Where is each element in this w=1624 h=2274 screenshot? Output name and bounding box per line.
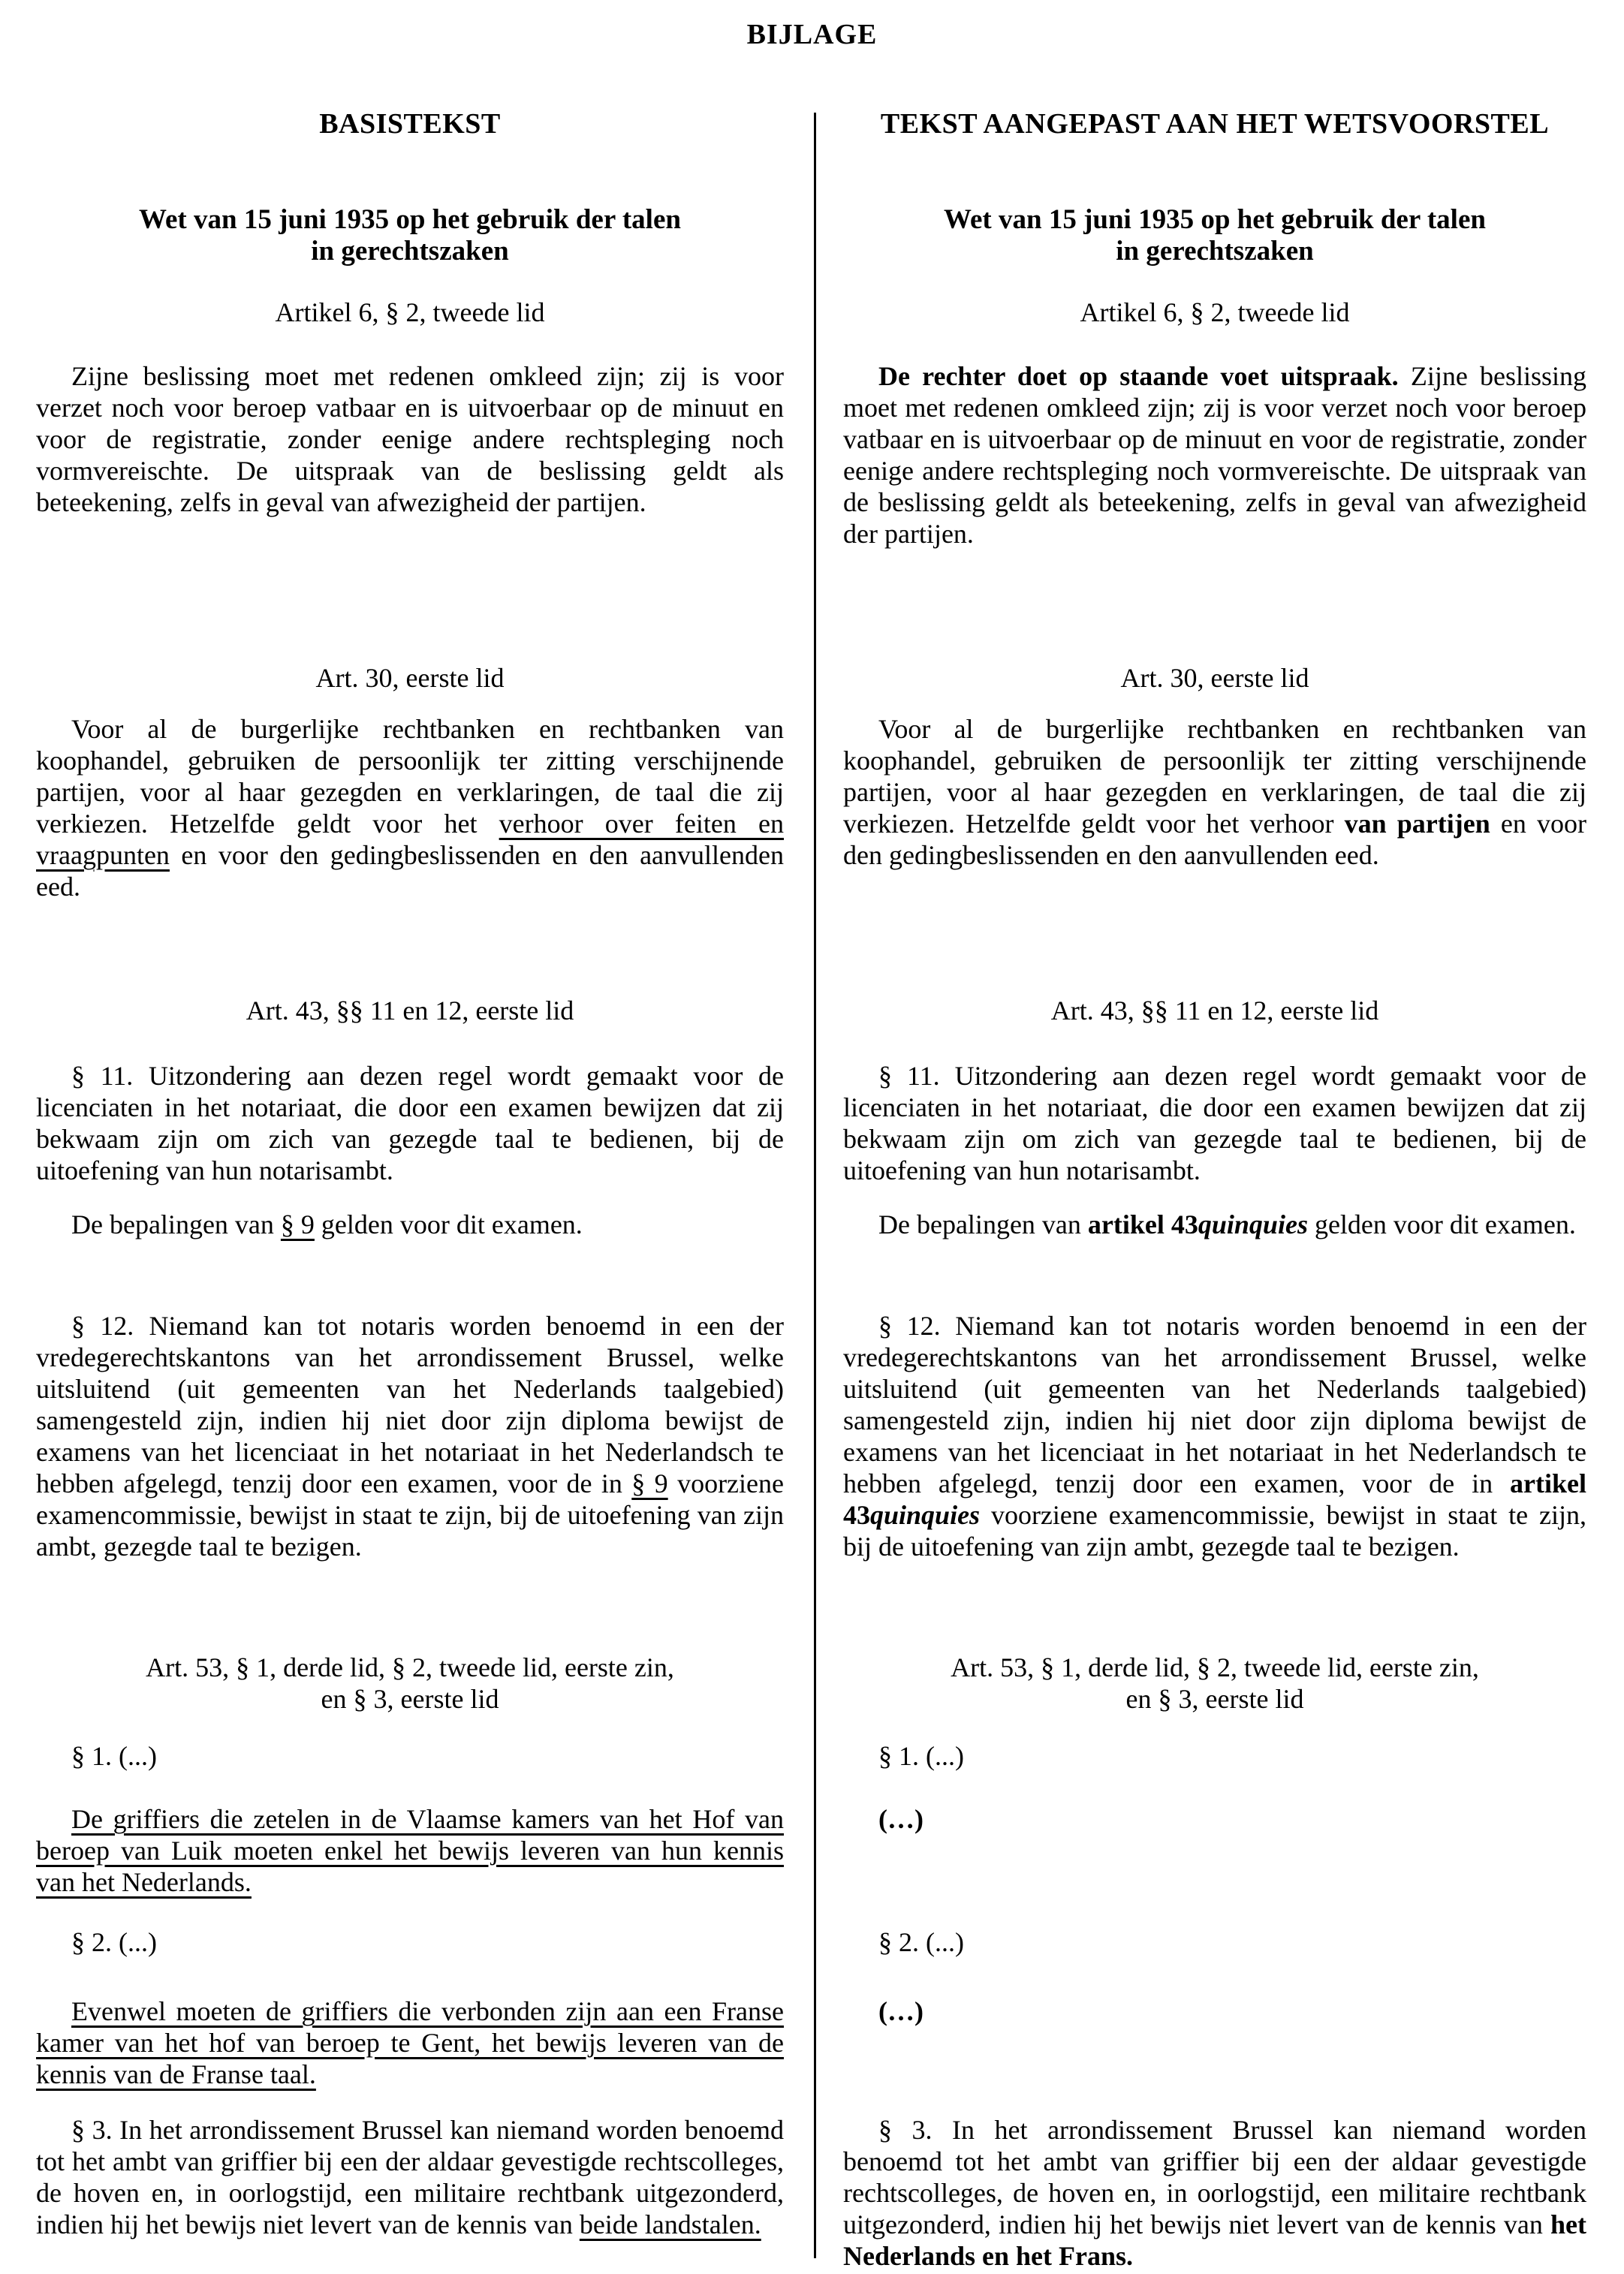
article43-bepalingen-right [843, 1209, 1586, 1240]
article43-par12-right [843, 1310, 1586, 1562]
article30-right-bold-passage: van partijen [1344, 809, 1490, 839]
par12-right-bold-italic-ref: quinquies [870, 1500, 981, 1530]
article53-omitted-text-marker-2: (…) [878, 1996, 923, 2026]
par12-right-bold-ref: artikel 43 [843, 1468, 1586, 1530]
bepalingen-right-post: gelden voor dit examen. [1307, 1209, 1576, 1239]
bepalingen-left-underlined-ref: § 9 [280, 1209, 315, 1239]
article53-par1-label-right: § 1. (...) [878, 1741, 964, 1771]
article30-right-pre: Voor al de burgerlijke rechtbanken en rechtbanken van koophandel, gebruiken de persoonlijk ter zitting verschijnende partijen, voor al haar gezegden en verklaringen, de taal die zij verkiezen. Hetzelfde geldt voor het verhoor [843, 714, 1586, 839]
article30-heading-right: Art. 30, eerste lid [1120, 663, 1309, 693]
article43-heading-right: Art. 43, §§ 11 en 12, eerste lid [1050, 995, 1379, 1026]
article43-heading-left: Art. 43, §§ 11 en 12, eerste lid [246, 995, 574, 1026]
bepalingen-right-bold-italic-ref: quinquies [1198, 1209, 1308, 1239]
article30-paragraph-left [36, 713, 784, 902]
article53-par2-left-underlined: Evenwel moeten de griffiers die verbonden zijn aan een Franse kamer van het hof van beroep te Gent, het bewijs leveren van de kennis van de Franse taal. [36, 1996, 784, 2089]
bepalingen-left-pre: De bepalingen van [71, 1209, 281, 1239]
left-column-header: BASISTEKST [319, 108, 501, 140]
article53-par2-label-right: § 2. (...) [878, 1927, 964, 1957]
article6-right-text: Zijne beslissing moet met redenen omkleed zijn; zij is voor verzet noch voor beroep vatbaar en is uitvoerbaar op de minuut en voor de registratie, zonder eenige andere rechtspleging noch vormvereischte. De uitspraak van de beslissing geldt als beteekening, zelfs in geval van afwezigheid der partijen. [843, 361, 1586, 549]
article6-heading-left: Artikel 6, § 2, tweede lid [275, 297, 545, 327]
article53-par3-left-underlined: beide landstalen. [579, 2209, 761, 2239]
article43-par12-left [36, 1310, 784, 1562]
article30-left-pre: Voor al de burgerlijke rechtbanken en rechtbanken van koophandel, gebruiken de persoonlijk ter zitting verschijnende partijen, voor al haar gezegden en verklaringen, de taal die zij verkiezen. Hetzelfde geldt voor het [36, 714, 784, 839]
par12-left-post: voorziene examencommissie, bewijst in staat te zijn, bij de uitoefening van zijn ambt, gezegde taal te bezigen. [36, 1468, 784, 1562]
article30-paragraph-right [843, 713, 1586, 871]
article43-par11-right: § 11. Uitzondering aan dezen regel wordt gemaakt voor de licenciaten in het notariaat, die door een examen bewijzen dat zij bekwaam zijn om zich van gezegde taal te bedienen, bij de uitoefening van hun notarisambt. [843, 1061, 1586, 1185]
article53-par1-left [36, 1803, 784, 1898]
article53-par3-right [843, 2114, 1586, 2272]
article53-par1-label-left: § 1. (...) [71, 1741, 157, 1771]
article53-par3-left [36, 2114, 784, 2240]
article30-left-underlined-passage: verhoor over feiten en vraagpunten [36, 809, 784, 870]
par12-left-underlined-ref: § 9 [631, 1468, 668, 1498]
law-title-left [36, 204, 784, 267]
article53-par2-left [36, 1995, 784, 2090]
article6-paragraph-left [36, 360, 784, 518]
par12-left-pre: § 12. Niemand kan tot notaris worden benoemd in een der vredegerechtskantons van het arrondissement Brussel, welke uitsluitend (uit gemeenten van het Nederlands taalgebied) samengesteld zijn, indien hij niet door zijn diploma bewijst de examens van het licenciaat in het notariaat in het Nederlandsch te hebben afgelegd, tenzij door een examen, voor de in [36, 1311, 784, 1498]
par12-right-pre: § 12. Niemand kan tot notaris worden benoemd in een der vredegerechtskantons van het arrondissement Brussel, welke uitsluitend (uit gemeenten van het Nederlands taalgebied) samengesteld zijn, indien hij niet door zijn diploma bewijst de examens van het licenciaat in het notariaat in het Nederlandsch te hebben afgelegd, tenzij door een examen, voor de in [843, 1311, 1586, 1498]
bepalingen-right-pre: De bepalingen van [878, 1209, 1088, 1239]
bepalingen-left-post: gelden voor dit examen. [314, 1209, 583, 1239]
article30-left-post: en voor den gedingbeslissenden en den aanvullenden eed. [36, 840, 784, 902]
article53-heading-left-line2: en § 3, eerste lid [321, 1684, 499, 1714]
article6-right-bold-lead: De rechter doet op staande voet uitspraak. [878, 361, 1399, 391]
law-title-right-line1: Wet van 15 juni 1935 op het gebruik der talen [944, 204, 1486, 235]
article53-par3-left-pre: § 3. In het arrondissement Brussel kan niemand worden benoemd tot het ambt van griffier bij een der aldaar gevestigde rechtscolleges, de hoven en, in oorlogstijd, een militaire rechtbank uitgezonderd, indien hij het bewijs niet levert van de kennis van [36, 2115, 784, 2239]
right-column-header: TEKST AANGEPAST AAN HET WETSVOORSTEL [880, 108, 1550, 140]
article6-paragraph-right [843, 360, 1586, 550]
article53-par1-left-underlined: De griffiers die zetelen in de Vlaamse kamers van het Hof van beroep van Luik moeten enkel het bewijs leveren van hun kennis van het Nederlands. [36, 1804, 784, 1897]
law-title-right [843, 204, 1586, 267]
article53-heading-right-line1: Art. 53, § 1, derde lid, § 2, tweede lid, eerste zin, [951, 1652, 1479, 1682]
article53-heading-left-line1: Art. 53, § 1, derde lid, § 2, tweede lid, eerste zin, [146, 1652, 674, 1682]
article43-par11-left: § 11. Uitzondering aan dezen regel wordt gemaakt voor de licenciaten in het notariaat, die door een examen bewijzen dat zij bekwaam zijn om zich van gezegde taal te bedienen, bij de uitoefening van hun notarisambt. [36, 1061, 784, 1185]
article6-left-text: Zijne beslissing moet met redenen omkleed zijn; zij is voor verzet noch voor beroep vatbaar en is uitvoerbaar op de minuut en voor de registratie, zonder eenige andere rechtspleging noch vormvereischte. De uitspraak van de beslissing geldt als beteekening, zelfs in geval van afwezigheid der partijen. [36, 361, 784, 517]
article30-right-post: en voor den gedingbeslissenden en den aanvullenden eed. [843, 809, 1587, 870]
article53-par2-label-left: § 2. (...) [71, 1927, 157, 1957]
article6-heading-right: Artikel 6, § 2, tweede lid [1080, 297, 1350, 327]
bepalingen-right-bold-ref: artikel 43 [1087, 1209, 1198, 1239]
article53-omitted-text-marker-1: (…) [878, 1804, 923, 1834]
article53-heading-left [36, 1652, 784, 1715]
article53-heading-right [843, 1652, 1586, 1715]
article53-par3-right-bold: het Nederlands en het Frans. [843, 2209, 1586, 2271]
article53-heading-right-line2: en § 3, eerste lid [1125, 1684, 1304, 1714]
page-title: BIJLAGE [746, 19, 878, 50]
article43-bepalingen-left [36, 1209, 784, 1240]
law-title-left-line2: in gerechtszaken [311, 236, 509, 267]
column-divider-line [814, 113, 816, 2258]
law-title-right-line2: in gerechtszaken [1116, 236, 1314, 267]
law-title-left-line1: Wet van 15 juni 1935 op het gebruik der talen [139, 204, 681, 235]
par12-right-post: voorziene examencommissie, bewijst in staat te zijn, bij de uitoefening van zijn ambt, gezegde taal te bezigen. [843, 1500, 1586, 1562]
article30-heading-left: Art. 30, eerste lid [315, 663, 505, 693]
article53-par3-right-pre: § 3. In het arrondissement Brussel kan niemand worden benoemd tot het ambt van griffier bij een der aldaar gevestigde rechtscolleges, de hoven en, in oorlogstijd, een militaire rechtbank uitgezonderd, indien hij het bewijs niet levert van de kennis van [843, 2115, 1586, 2239]
